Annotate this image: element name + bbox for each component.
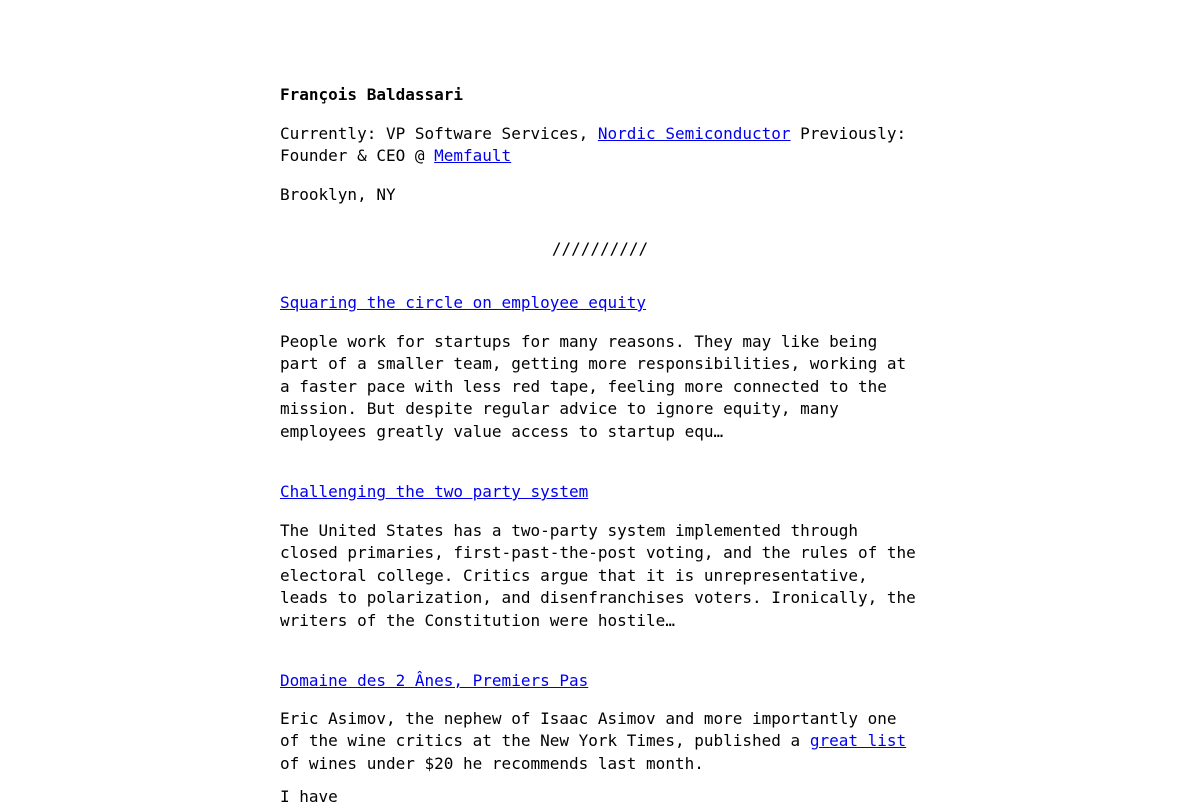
post-excerpt [280, 708, 920, 775]
post-excerpt: People work for startups for many reasons. They may like being part of a smaller team, getting more responsibilities, working at a faster pace with less red tape, feeling more connected to the mission. But despite regular advice to ignore equity, many employees greatly value access to startup equ… [280, 332, 907, 441]
post-paragraph: I have [280, 787, 338, 806]
post-link-domaine-des-2-anes[interactable]: Domaine des 2 Ânes, Premiers Pas [280, 671, 589, 690]
great-list-link[interactable]: great list [809, 731, 907, 751]
nordic-semiconductor-link[interactable]: Nordic Semiconductor [597, 124, 791, 143]
section-divider: ////////// [551, 239, 649, 258]
bio-middle: Previously: Founder & CEO @ [280, 124, 907, 166]
post-title [280, 481, 588, 503]
memfault-link[interactable]: Memfault [434, 146, 512, 166]
post-title [280, 292, 646, 314]
post-link-two-party-system[interactable]: Challenging the two party system [280, 482, 589, 501]
post-title [280, 670, 588, 692]
bio-prefix: Currently: VP Software Services, [280, 124, 598, 143]
excerpt-prefix: Eric Asimov, the nephew of Isaac Asimov and more importantly one of the wine critics at the New York Times, published a [280, 709, 897, 751]
author-name: François Baldassari [280, 85, 464, 104]
post-excerpt: The United States has a two-party system implemented through closed primaries, first-past-the-post voting, and the rules of the electoral college. Critics argue that it is unrepresentative, leads to polarization, and disenfranchises voters. Ironically, the writers of the Constitution were hostile… [280, 521, 916, 630]
author-location: Brooklyn, NY [280, 185, 396, 204]
post-link-employee-equity[interactable]: Squaring the circle on employee equity [280, 293, 647, 312]
excerpt-suffix: of wines under $20 he recommends last month. [280, 753, 704, 773]
author-bio [280, 123, 920, 168]
